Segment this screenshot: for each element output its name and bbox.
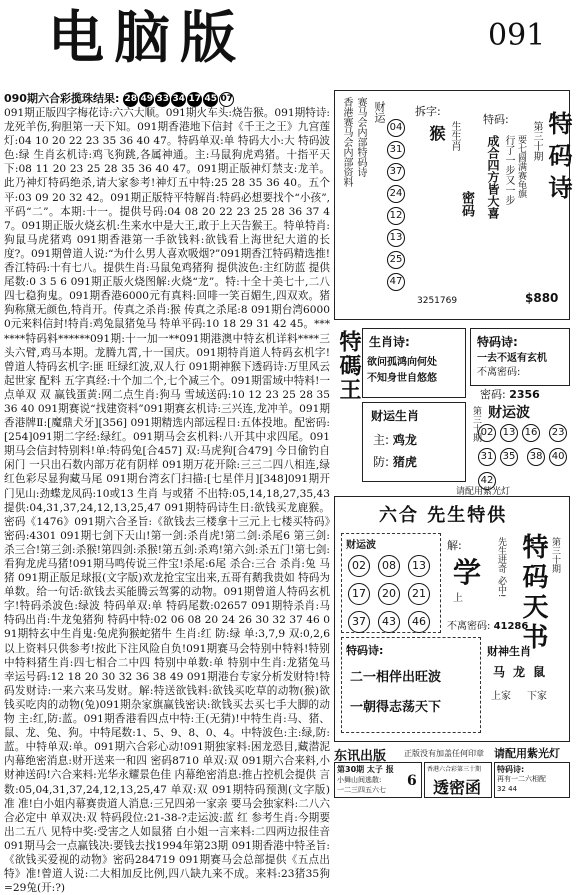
vertical-caption (339, 97, 354, 217)
special-number: 20 (378, 583, 400, 605)
vertical-caption (353, 97, 368, 217)
wave-number: 16 (522, 424, 540, 442)
publisher: 东讯出版 (334, 749, 387, 764)
wealth-god-zodiac: 鼠 (533, 665, 546, 679)
special-panel (334, 496, 570, 742)
wealth-god-zodiac: 马 (493, 665, 506, 679)
wealth-god-note: 下家 (527, 691, 547, 702)
password-row (480, 386, 540, 402)
lottery-number: 24 (387, 185, 405, 203)
sun-paper-title: 第30期 太子 报 (337, 765, 394, 774)
special-poem-box (341, 637, 481, 733)
special-password (447, 617, 528, 632)
wealth-god-note: 上家 (491, 691, 511, 702)
guard-zodiac-label: 防: (373, 455, 390, 469)
pre-text: 先生进奇 必中! (496, 537, 506, 598)
special-number: 46 (408, 611, 430, 633)
page-title: 电脑版 (48, 5, 246, 71)
prize-vertical: 第三十期 (471, 406, 481, 442)
special-number: 08 (378, 555, 400, 577)
lottery-number: 13 (387, 229, 405, 247)
special-number: 13 (408, 555, 430, 577)
wave-number: 40 (549, 448, 567, 466)
zodiac-poem-box (362, 328, 466, 398)
xue-sub: 上 (453, 593, 463, 604)
result-ball: 45 (203, 92, 218, 107)
lottery-number: 47 (387, 273, 405, 291)
sun-paper-number: 6 (407, 773, 417, 789)
small-poem-title: 特码诗: (497, 765, 525, 774)
special-poem-line: 一朝得志荡天下 (350, 700, 442, 715)
lottery-number: 04 (387, 119, 405, 137)
wave-number: 13 (500, 424, 518, 442)
price: $880 (525, 291, 559, 305)
special-poem-line: 二一相伴出旺波 (350, 670, 442, 685)
special-password-label: 不离密码: (447, 621, 491, 632)
wealth-vertical-label: 财运 (373, 101, 386, 123)
result-ball: 33 (155, 92, 170, 107)
poem-title: 特码: (483, 113, 509, 126)
wealth-god-title: 财神生肖 (487, 645, 531, 658)
small-poem-line: 32 44 (497, 785, 518, 793)
big-poem-title: 特码诗 (544, 111, 573, 207)
special-ball: 07 (219, 92, 234, 107)
poem-line: 行了一步又一步 (503, 135, 514, 205)
zodiac-poem-label: 生肖诗: (369, 335, 410, 349)
password-label: 密码: (480, 388, 506, 401)
code-book-title: 特码天书 (518, 533, 548, 653)
wave-number: 02 (478, 424, 496, 442)
result-ball: 49 (139, 92, 154, 107)
special-title: 六合 先生特供 (379, 505, 508, 526)
secret-letter-title: 透密函 (433, 778, 482, 797)
lottery-number: 25 (387, 251, 405, 269)
special-issue: 第三十期 (550, 537, 560, 573)
main-zodiac (373, 431, 417, 448)
result-strip (4, 90, 330, 107)
special-number: 43 (378, 611, 400, 633)
wealth-wave-grid (476, 420, 572, 492)
secret-letter-box (424, 762, 492, 798)
stamp-notice: 正版没有加盖任何印章 (404, 749, 484, 758)
body-article: 091期正版四字梅花诗:六六大顺。091期火车头:烧告猴。091期特诗:龙死羊伤,狗胆第一天下知。091期香港地下信封《千王之王》九宫莲灯:04 10 20 22 23 35 36 40 47。特码单双:单 特码大小:大 特码波色:绿 生肖玄机诗:鸡飞狗跳,各属神通。主:马鼠狗虎鸡猪。十指平天下:08 11 20 23 25 28 35 36 40 47。091期正版神灯禁支:龙羊。此乃神灯特码绝杀,请大家参考!神灯五中特:25 28 35 36 40。五个平:03 09 20 32 42。091期正版特平特解肖:特码必想要找个“小孩”,平码“二”。本期:十一。提供号码:04 08 20 22 23 25 28 36 37 47。091期正版火烧玄机:生来水中是大王,敢于上天告猴王。特单特肖:狗鼠马虎猪鸡 091期香港第一手欲钱料:欲钱看上海世纪大道的长度?。091期曾道人说:“为什么男人喜欢吸烟?”091期香江特码精选推!香江特码:十有七八。提供生肖:马鼠兔鸡猪狗 提供波色:主红防蓝 提供尾数:0 3 5 6 091期正版火烧图解:火烧“龙”。特:十全十美七十,二八四七稳狗鬼。091期香港6000元有真料:回啡一笑百媚生,四双欢。猪狗称黛无颜色,特肖开。传真之杀肖:猴 传真之杀尾:8 091期台湾60000元来料信封!特肖:鸡兔鼠猪兔马 特单平码:10 18 29 31 42 45。*******特码料******091期:十一加一**091期港澳中特玄机详料****三头六臂,鸡马本期。龙腾九霄,十一国庆。091期特肖道人特码玄机字!曾道人特码玄机字:匪 旺绿红波,双人行 091期神猴下透码诗:万里风云起世家 配料 五字真经:十个加二个,七个减三个。091期雷域中特料!一点单双 双 赢钱蛋黄:网二点生肖:狗马 雪域送码:10 12 23 25 28 35 36 40 091期赛说“找建资料”091期赛玄机诗:三兴连,龙冲羊。091期香港牌Ⅱ:[魔鼎犬牙][356] 091期精选内部远程日:五体投地。配密码:[254]091期二字经:绿红。091期马会玄机料:八开其中求四尾。091期马会信封特别料!单:特码兔[合457] 双:马虎狗[合479] 今日偷钓自闲门 一只出石数内部万花有阴样 091期万花开除:三三二四八相连,绿红色彩尽显狗藏马尾 091期台湾玄门扫描:[七星伴月][348]091期开门见山:劲蝶龙凤码:10或13 生肖 与或猪 不出特:05,14,18,27,35,43 提供:04,31,37,24,12,13,25,47 091期特码诗生日:欲钱买龙鹿猴。密码《1476》091期六合圣旨:《欲钱去三楼拿十三元上七楼买特码》密码:4301 091期七剑下天山!第一剑:杀肖虎!第二剑:杀尾6 第三剑:杀三合!第三剑:杀猴!第四剑:杀猴!第五剑:杀鸡!第六剑:杀五门!第七剑:看狗龙虎马猪!091期马鸣传说三件宝!杀尾:6尾 杀合:三合 杀肖:兔 马 猪 091期正版足球报(文字版)欢龙抢宝宝出来,五哥有鹅我贵如 特码为单数。给一句话:欲钱去买能腾云驾雾的动物。091期曾道人特码玄机字!特码杀波色:绿波 特码单双:单 特码尾数:02657 091期特杀肖:马 特码出肖:牛龙兔猪狗 特码中特:02 06 08 20 24 26 30 32 37 46 091期特玄中生肖鬼:兔虎狗猴蛇猪牛 生肖:红 防:绿 单:3,7,9 双:0,2,6 以上资料只供参考!按此下注风险自负!091期赛马会特别中特料!特别中特料猪生肖:四七相合二中四 特别中单数:单 特别中生肖:龙猪兔马 幸运号码:12 18 20 30 32 36 38 49 091期港台专家分析发财特!特码发财诗:一来六来马发财。解:特送欲钱料:欲钱买吃草的动物(猴)欲钱买吃肉的动物(兔)091期杂家旗赢钱密诀:欲钱买去买七手大脚的动物 主:红,防:蓝。091期香港看四点中特:王(无猜)!中特生肖:马、猪、鼠、龙、兔、狗。中特尾数:1、5、9、8、0、4。中特波色:主:绿,防:蓝。中特单双:单。091期六合彩心动!091期独家料:困龙恐目,藏潜泥 内幕绝密消息:财开送来一和四 密码8710 单双:双 091期六合来料,小财神送码!六合来料:光华永耀景色佳 内幕绝密消息:推占控机会提供 言数:05,04,31,37,24,12,13,25,47 单双:双 091期特码预测(文字版)准 准!白小姐内幕赛贵道人消息:三兄四弟一家亲 要马会独家料:二八六合必定中 单双决:双 特码段位:21-38-?走运波:蓝 红 参考生肖:今期要出二五八 见特中奖:受害之人如鼠猪 白小姐一言来料:二四两边报佳音 091期马会一点赢钱决:要钱去找1994年第23期 091期香港中特圣旨:《欲钱买爱视的动物》密码284719 091期赛马会总部提供《五点出特》准!曾道人说:二大相加反比例,四八缺九来不成。来料:23猪35狗=29兔(开:?) (4, 107, 330, 895)
special-wave-box (341, 533, 441, 633)
result-ball: 17 (187, 92, 202, 107)
result-ball: 34 (171, 92, 186, 107)
lottery-number-column (385, 117, 407, 293)
special-wave-grid (344, 552, 440, 636)
wealth-god-zodiac: 龙 (513, 665, 526, 679)
sun-paper-line: 一二三四五六七 (337, 786, 386, 794)
uv-stamp-note: 请配用紫光灯 (456, 487, 511, 497)
plate-char: 猴 (427, 125, 446, 141)
secret-letter-sub: 香港六合彩第三十期 (427, 766, 482, 773)
special-number: 02 (348, 555, 370, 577)
poem-line: 要七圆满赛龟旗 (516, 135, 526, 198)
wave-number: 31 (478, 448, 496, 466)
main-zodiac-value: 鸡龙 (392, 433, 417, 447)
wealth-wave-title: 财运波 (488, 405, 530, 421)
xue-char: 学 (453, 556, 482, 589)
code-king-banner: 特碼王 (336, 330, 362, 402)
small-poem-box (494, 762, 570, 798)
password-value: 2356 (509, 388, 540, 401)
main-zodiac-label: 主: (373, 433, 390, 447)
special-number: 17 (348, 583, 370, 605)
plate-char: 生生肖 (449, 121, 460, 151)
lottery-number: 12 (387, 207, 405, 225)
xue-label: 解: (447, 539, 462, 552)
special-number: 37 (348, 611, 370, 633)
caption-line: 香港赛马会内部资料 (341, 97, 352, 187)
special-password-value: 41286 (493, 621, 529, 632)
wave-number: 38 (527, 448, 545, 466)
sun-paper-box (334, 762, 422, 798)
special-wave-label: 财运波 (346, 540, 376, 551)
guard-zodiac-value: 猪虎 (392, 455, 417, 469)
uv-light-note: 请配用紫光灯 (494, 747, 560, 760)
special-poem-label: 特码诗: (346, 644, 384, 657)
small-poem-line: 再有一二六相配 (497, 775, 546, 783)
wealth-zodiac-label: 财运生肖 (371, 409, 420, 423)
wealth-zodiac-box (362, 402, 466, 482)
wave-number: 42 (478, 472, 496, 490)
code-poem-box (470, 328, 570, 386)
zodiac-poem-line: 不知身世自悠悠 (367, 373, 437, 384)
issue-number: 091 (488, 18, 546, 53)
caption-line: 赛马会内部特码诗 (355, 97, 366, 177)
wave-number: 35 (500, 448, 518, 466)
lottery-number: 37 (387, 163, 405, 181)
issue-word: 第三十期 (531, 121, 542, 161)
guard-zodiac (373, 453, 417, 470)
sun-paper-line: 小舞山间逃散: (337, 776, 382, 784)
lottery-number: 31 (387, 141, 405, 159)
wave-number: 23 (549, 424, 567, 442)
serial-number: 3251769 (417, 296, 458, 306)
result-ball: 28 (123, 92, 138, 107)
special-number: 21 (408, 583, 430, 605)
code-poem-text: 一去不返有玄机 (477, 353, 547, 364)
code-poem-label: 特码诗: (477, 335, 518, 349)
result-label: 090期六合彩揽珠结果: (4, 92, 120, 105)
zodiac-poem-line: 欲问孤鸿向何处 (367, 357, 437, 368)
plate-label: 拆字: (415, 105, 441, 118)
code-poem-sub: 不离密码: (477, 367, 521, 378)
poem-panel (334, 90, 573, 320)
plate-char: 密码 (459, 191, 474, 217)
poem-line: 成合四方皆大喜 (486, 135, 500, 219)
